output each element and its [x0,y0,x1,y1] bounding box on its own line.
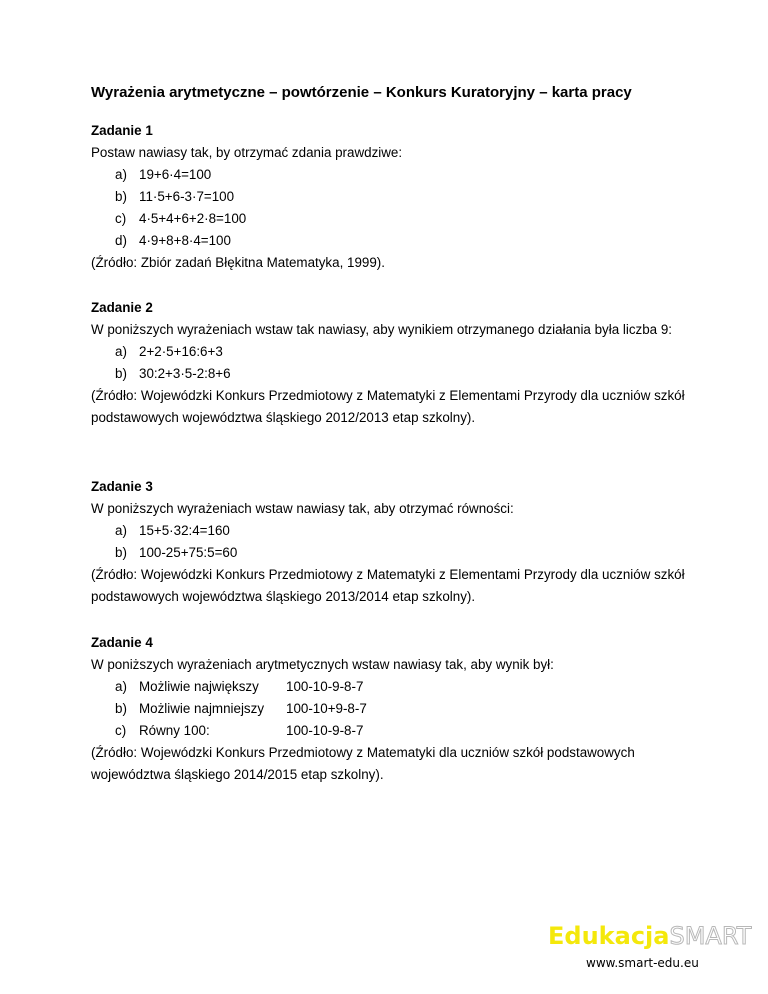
item-marker: a) [115,523,127,538]
brand-url: www.smart-edu.eu [586,956,699,970]
task-item-list [91,164,711,252]
task-3 [91,476,711,608]
item-expression: 30:2+3·5-2:8+6 [139,366,231,381]
task-source: (Źródło: Wojewódzki Konkurs Przedmiotowy z Matematyki z Elementami Przyrody dla uczniów szkół podstawowych województwa śląskiego 2013/2014 etap szkolny). [91,567,685,604]
item-expression: 100-10+9-8-7 [286,701,367,716]
task-heading: Zadanie 2 [91,300,153,315]
list-item [91,341,711,363]
item-marker: b) [115,545,127,560]
item-label: Możliwie największy [139,679,259,694]
task-item-list [91,341,711,385]
task-heading: Zadanie 1 [91,123,153,138]
task-instruction: Postaw nawiasy tak, by otrzymać zdania prawdziwe: [91,145,403,160]
task-source: (Źródło: Wojewódzki Konkurs Przedmiotowy z Matematyki dla uczniów szkół podstawowych województwa śląskiego 2014/2015 etap szkolny). [91,745,635,782]
task-item-list [91,520,711,564]
task-instruction: W poniższych wyrażeniach arytmetycznych wstaw nawiasy tak, aby wynik był: [91,657,554,672]
item-marker: b) [115,701,127,716]
edukacja-smart-logo [548,922,751,950]
item-marker: d) [115,233,127,248]
list-item [91,363,711,385]
list-item [91,186,711,208]
item-expression: 100-10-9-8-7 [286,723,364,738]
item-marker: a) [115,679,127,694]
item-marker: b) [115,366,127,381]
list-item [91,676,711,698]
task-4 [91,632,711,786]
task-item-list [91,676,711,742]
task-2 [91,297,711,429]
item-expression: 100-25+75:5=60 [139,545,238,560]
list-item [91,520,711,542]
logo-edukacja-text: Edukacja [548,922,670,950]
list-item [91,208,711,230]
item-expression: 4·5+4+6+2·8=100 [139,211,247,226]
item-marker: b) [115,189,127,204]
item-expression: 11·5+6-3·7=100 [139,189,235,204]
item-expression: 4·9+8+8·4=100 [139,233,231,248]
task-source: (Źródło: Zbiór zadań Błękitna Matematyka, 1999). [91,255,385,270]
logo-smart-text: SMART [669,922,752,950]
task-instruction: W poniższych wyrażeniach wstaw nawiasy tak, aby otrzymać równości: [91,501,514,516]
task-heading: Zadanie 3 [91,479,153,494]
task-source: (Źródło: Wojewódzki Konkurs Przedmiotowy z Matematyki z Elementami Przyrody dla uczniów szkół podstawowych województwa śląskiego 2012/2013 etap szkolny). [91,388,685,425]
item-label: Możliwie najmniejszy [139,701,265,716]
list-item [91,720,711,742]
item-marker: c) [115,723,127,738]
page-title: Wyrażenia arytmetyczne – powtórzenie – Konkurs Kuratoryjny – karta pracy [91,84,632,101]
item-expression: 2+2·5+16:6+3 [139,344,223,359]
list-item [91,164,711,186]
item-expression: 15+5·32:4=160 [139,523,230,538]
item-label: Równy 100: [139,723,210,738]
list-item [91,542,711,564]
item-expression: 100-10-9-8-7 [286,679,364,694]
task-1 [91,120,711,274]
list-item [91,698,711,720]
task-heading: Zadanie 4 [91,635,153,650]
item-marker: c) [115,211,127,226]
item-marker: a) [115,344,127,359]
task-instruction: W poniższych wyrażeniach wstaw tak nawiasy, aby wynikiem otrzymanego działania była liczba 9: [91,322,673,337]
list-item [91,230,711,252]
item-expression: 19+6·4=100 [139,167,212,182]
item-marker: a) [115,167,127,182]
